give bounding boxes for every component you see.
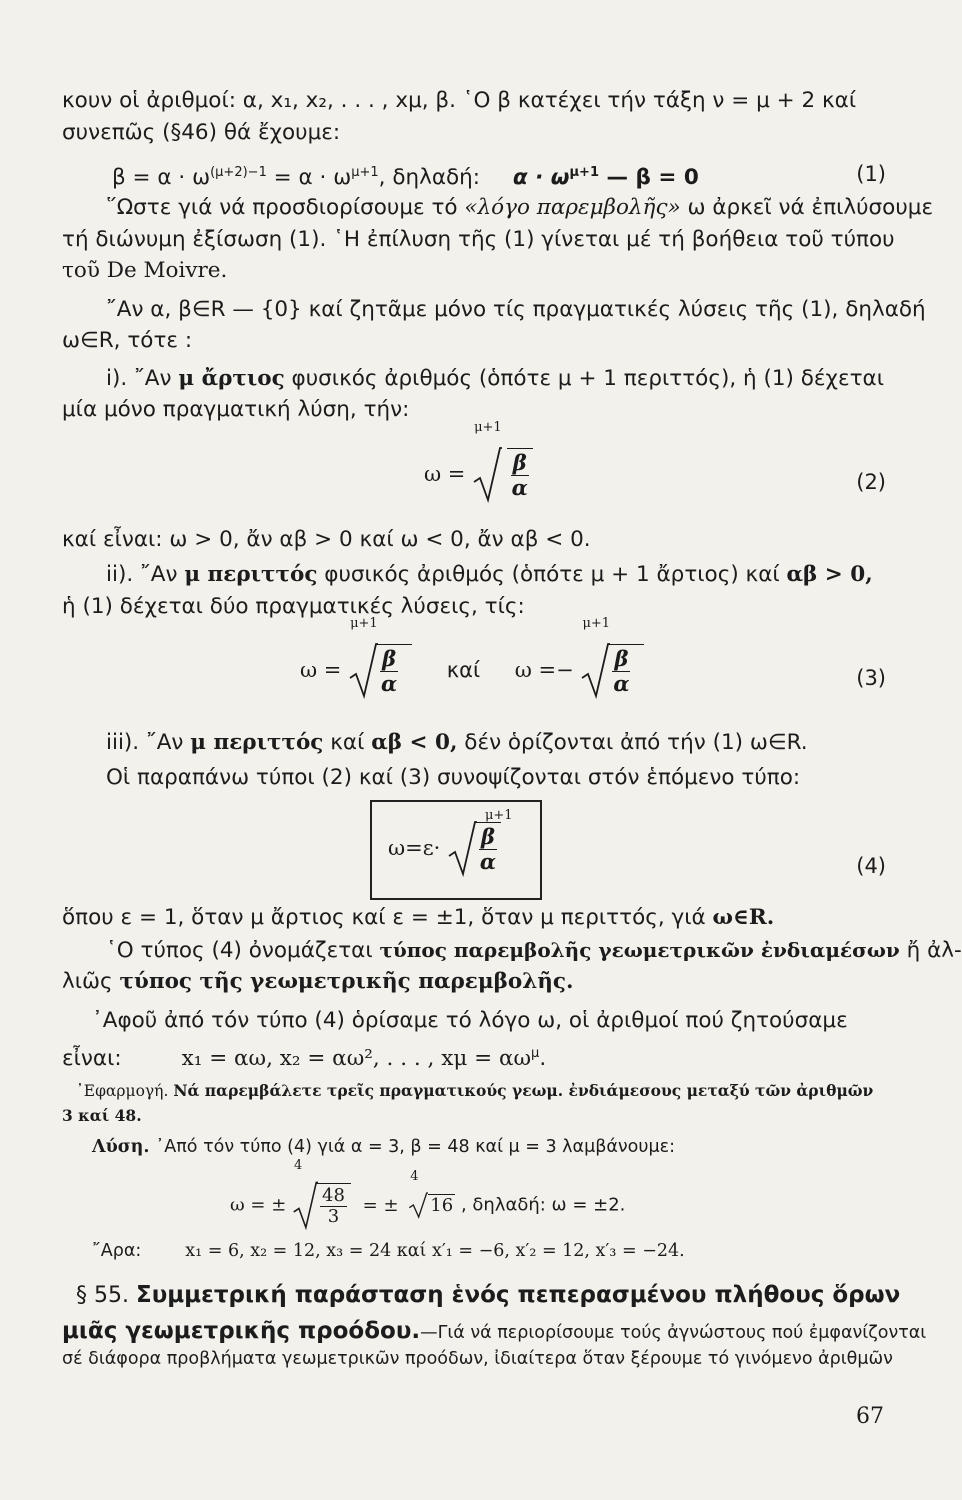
text-line-1: κουν οἱ ἀριθμοί: α, x₁, x₂, . . . , xμ, β. ῾Ο β κατέχει τήν τάξη ν = μ + 2 καί — [62, 88, 857, 113]
text-line-16: iii). ῎Αν μ περιττός καί αβ < 0, δέν ὁρίζονται ἀπό τήν (1) ω∈R. — [106, 730, 808, 755]
text-line-6: τοῦ De Moivre. — [62, 258, 228, 283]
section-line-3: σέ διάφορα προβλήματα γεωμετρικῶν προόδων, ἰδιαίτερα ὅταν ξέρουμε τό γινόμενο ἀριθμῶν — [62, 1349, 893, 1369]
page-number: 67 — [856, 1404, 884, 1429]
formula-5: ω = ± 4 $\frac{48}{3}$ = ± 4 16 , δηλαδή: ω = ±2. — [230, 1158, 626, 1227]
section-line-2: μιᾶς γεωμετρικῆς προόδου.—Γιά νά περιορίσουμε τούς ἀγνώστους πού ἐμφανίζονται — [62, 1318, 927, 1344]
solution-line: Λύση. ᾿Από τόν τύπο (4) γιά α = 3, β = 48 καί μ = 3 λαμβάνουμε: — [92, 1137, 676, 1157]
text-line-22: ᾿Αφοῦ ἀπό τόν τύπο (4) ὁρίσαμε τό λόγο ω, οἱ ἀριθμοί πού ζητούσαμε — [92, 1008, 848, 1033]
equation-tag-3: (3) — [856, 666, 886, 690]
text-line-20: ῾Ο τύπος (4) ὀνομάζεται τύπος παρεμβολῆς γεωμετρικῶν ἐνδιαμέσων ἤ ἀλ- — [106, 938, 962, 963]
equation-tag-2: (2) — [856, 470, 886, 494]
text-line-8: ω∈R, τότε : — [62, 328, 193, 353]
radical: μ+1 $\frac{\beta}{\alpha}$ — [472, 446, 533, 502]
formula-4: ω=ε· μ+1 $\frac{\beta}{\alpha}$ — [388, 808, 513, 874]
text-line-14: ἡ (1) δέχεται δύο πραγματικές λύσεις, τίς: — [62, 594, 525, 619]
text-line-19: ὅπου ε = 1, ὅταν μ ἄρτιος καί ε = ±1, ὅταν μ περιττός, γιά ω∈R. — [62, 905, 775, 930]
formula-2: ω = μ+1 $\frac{\beta}{\alpha}$ — [424, 446, 533, 502]
text-line-9: i). ῎Αν μ ἄρτιος φυσικός ἀριθμός (ὁπότε μ + 1 περιττός), ἡ (1) δέχεται — [106, 366, 884, 391]
text-line-23: εἶναι: x₁ = αω, x₂ = αω², . . . , $x\mu = \alpha\omega^\mu$. — [62, 1046, 547, 1072]
text-line-10: μία μόνο πραγματική λύση, τήν: — [62, 397, 410, 422]
text-line-21: λιῶς τύπος τῆς γεωμετρικῆς παρεμβολῆς. — [62, 969, 574, 994]
text-line-17: Οἱ παραπάνω τύποι (2) καί (3) συνοψίζονται στόν ἑπόμενο τύπο: — [106, 765, 801, 790]
text-line-7: ῎Αν α, β∈R — {0} καί ζητᾶμε μόνο τίς πραγματικές λύσεις τῆς (1), δηλαδή — [106, 297, 926, 322]
example-line-2: 3 καί 48. — [62, 1106, 142, 1125]
text-line-12: καί εἶναι: ω > 0, ἄν αβ > 0 καί ω < 0, ἄν αβ < 0. — [62, 527, 591, 552]
equation-tag-1: (1) — [856, 162, 886, 186]
section-heading: § 55. Συμμετρική παράσταση ἑνός πεπερασμένου πλήθους ὅρων — [76, 1282, 901, 1308]
text-line-4: ῞Ωστε γιά νά προσδιορίσουμε τό «λόγο παρεμβολῆς» ω ἀρκεῖ νά ἐπιλύσουμε — [106, 195, 934, 220]
text-line-5: τή διώνυμη ἐξίσωση (1). ῾Η ἐπίλυση τῆς (1) γίνεται μέ τή βοήθεια τοῦ τύπου — [62, 227, 895, 252]
formula-3: ω = μ+1 $\frac{\beta}{\alpha}$ καί ω =− μ+1 $\frac{\beta}{\alpha}$ — [300, 642, 644, 698]
example-heading: ᾿Εφαρμογή. Νά παρεμβάλετε τρεῖς πραγματικούς γεωμ. ἐνδιάμεσους μεταξύ τῶν ἀριθμῶν — [76, 1081, 874, 1100]
equation-tag-4: (4) — [856, 854, 886, 878]
text-line-2: συνεπῶς (§46) θά ἔχουμε: — [62, 120, 341, 145]
text-line-13: ii). ῎Αν μ περιττός φυσικός ἀριθμός (ὁπότε μ + 1 ἄρτιος) καί αβ > 0, — [106, 562, 873, 587]
equation-1: $\beta = \alpha \cdot \omega^{(\mu+2)-1} = \alpha \cdot \omega^{\mu+1}$, δηλαδή: $\alpha \cdot \omega^{\mu+1}$ — β = 0 — [112, 165, 699, 191]
result-line: ῎Αρα: x₁ = 6, x₂ = 12, x₃ = 24 καί x′₁ = −6, x′₂ = 12, x′₃ = −24. — [92, 1241, 685, 1261]
